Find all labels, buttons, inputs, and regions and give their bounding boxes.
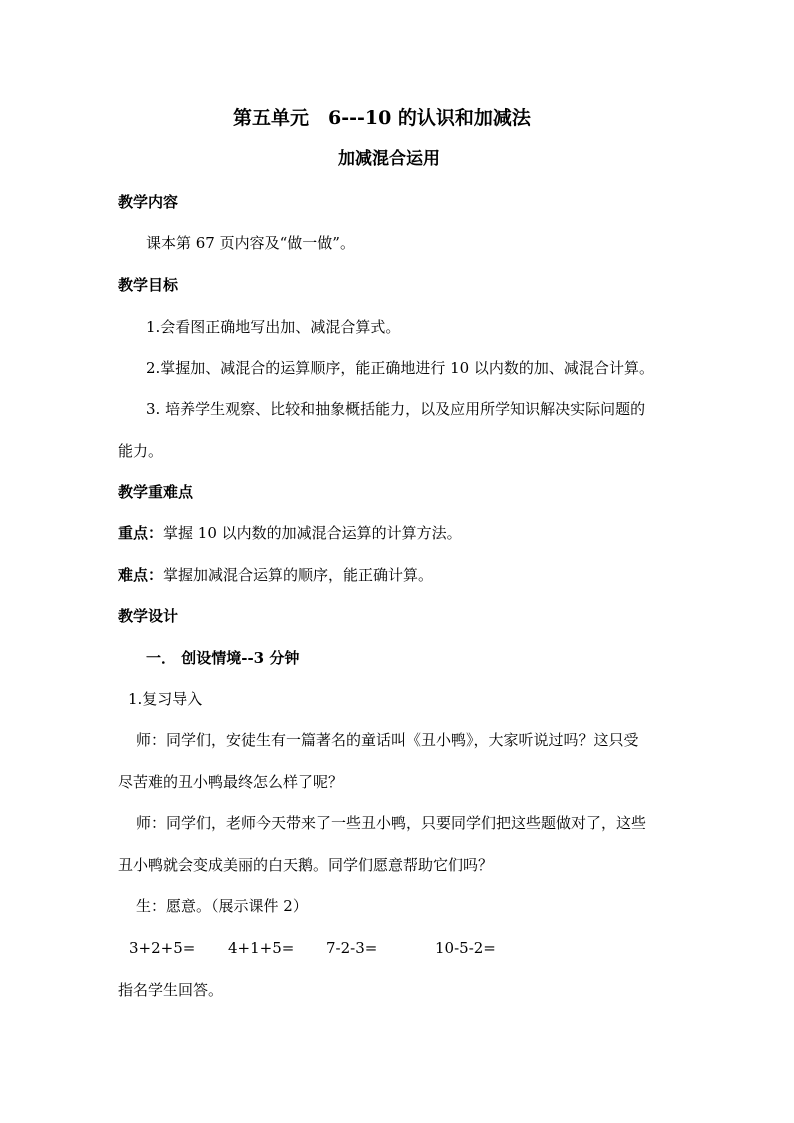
expression-4: 10-5-2=	[435, 939, 496, 957]
goal-item-3-continued: 能力。	[118, 442, 164, 460]
expression-1: 3+2+5=	[129, 939, 196, 957]
section-heading-key-points: 教学重难点	[118, 483, 194, 501]
focus-text: 掌握 10 以内数的加减混合运算的计算方法。	[163, 524, 462, 542]
page-title: 第五单元 6---10 的认识和加减法	[233, 107, 531, 129]
design-line-1: 师：同学们，安徒生有一篇著名的童话叫《丑小鸭》，大家听说过吗？这只受	[136, 731, 639, 749]
goal-item-3: 3. 培养学生观察、比较和抽象概括能力，以及应用所学知识解决实际问题的	[146, 400, 646, 418]
section-heading-design: 教学设计	[118, 607, 179, 625]
page-subtitle: 加减混合运用	[338, 149, 440, 169]
difficulty-text: 掌握加减混合运算的顺序，能正确计算。	[163, 566, 434, 584]
part-one-heading: 一． 创设情境--3 分钟	[146, 649, 300, 667]
focus-line	[118, 523, 462, 543]
expression-3: 7-2-3=	[326, 939, 378, 957]
goal-item-2: 2.掌握加、减混合的运算顺序，能正确地进行 10 以内数的加、减混合计算。	[146, 359, 654, 377]
step-one-label: 1.复习导入	[128, 690, 203, 708]
design-line-5: 生：愿意。（展示课件 2）	[136, 897, 308, 915]
section-heading-content: 教学内容	[118, 193, 179, 211]
content-text: 课本第 67 页内容及“做一做”。	[146, 234, 355, 252]
section-heading-goals: 教学目标	[118, 276, 179, 294]
closing-line: 指名学生回答。	[118, 981, 224, 999]
goal-item-1: 1.会看图正确地写出加、减混合算式。	[146, 318, 401, 336]
difficulty-label: 难点：	[118, 566, 164, 584]
difficulty-line	[118, 565, 433, 585]
expression-2: 4+1+5=	[228, 939, 295, 957]
design-line-4: 丑小鸭就会变成美丽的白天鹅。同学们愿意帮助它们吗？	[118, 856, 494, 874]
design-line-3: 师：同学们，老师今天带来了一些丑小鸭，只要同学们把这些题做对了，这些	[136, 814, 647, 832]
design-line-2: 尽苦难的丑小鸭最终怎么样了呢？	[118, 773, 344, 791]
focus-label: 重点：	[118, 524, 164, 542]
